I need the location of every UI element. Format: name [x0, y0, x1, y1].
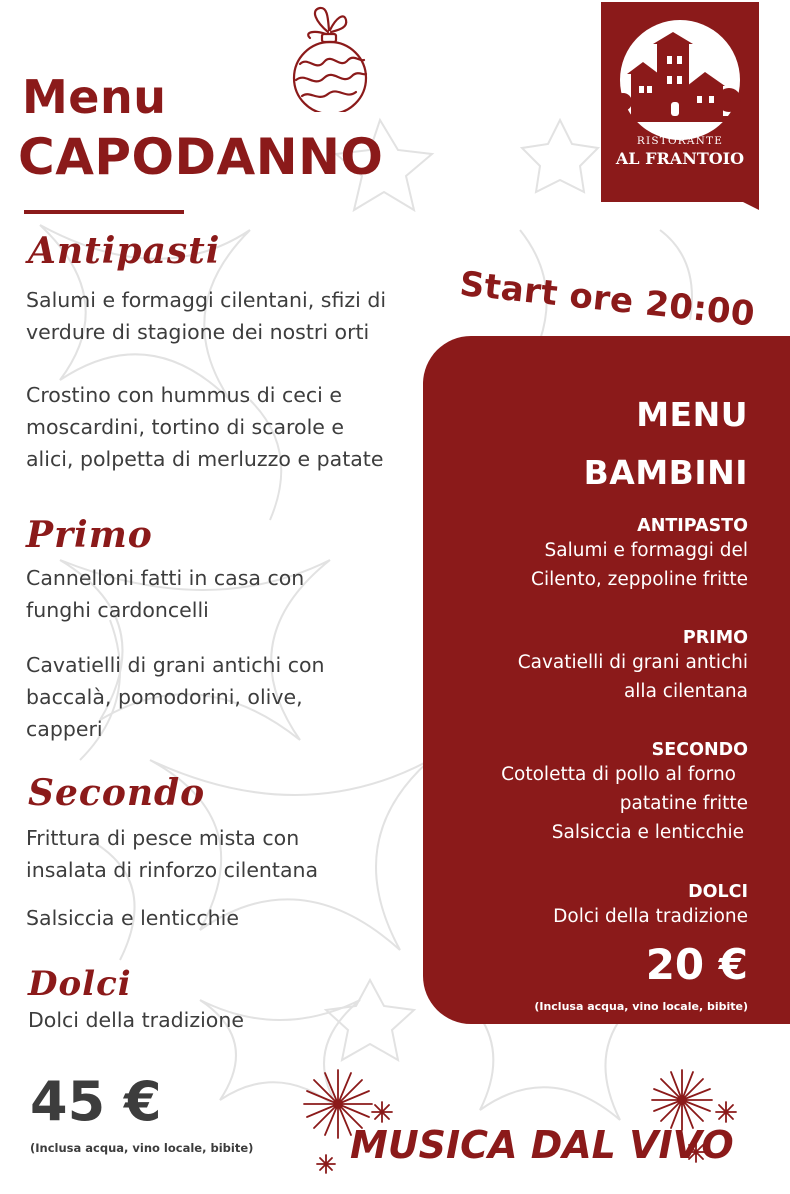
primo-item-1: Cannelloni fatti in casa con funghi cardoncelli — [26, 566, 305, 622]
kids-primo — [518, 628, 748, 706]
christmas-ornament-icon — [286, 2, 378, 112]
logo-line2: AL FRANTOIO — [615, 149, 745, 168]
adult-price-note: (Inclusa acqua, vino locale, bibite) — [30, 1141, 254, 1155]
kids-antipasto-line2: Cilento, zeppoline fritte — [531, 569, 748, 590]
kids-title-line2: BAMBINI — [583, 453, 748, 492]
logo-line1: RISTORANTE — [636, 135, 724, 147]
kids-secondo-line3: Salsiccia e lenticchie — [551, 822, 744, 843]
kids-price: 20 € — [645, 940, 748, 989]
kids-primo-heading: PRIMO — [682, 628, 748, 648]
antipasti-item-2: Crostino con hummus di ceci e moscardini, tortino di scarole e alici, polpetta di merluzzo e patate — [26, 383, 384, 471]
kids-secondo — [501, 740, 748, 847]
dolci-item-1: Dolci della tradizione — [28, 1008, 244, 1032]
kids-secondo-line2: patatine fritte — [619, 793, 748, 814]
kids-price-note: (Inclusa acqua, vino locale, bibite) — [534, 1000, 748, 1013]
secondo-item-2: Salsiccia e lenticchie — [26, 906, 239, 930]
kids-antipasto-heading: ANTIPASTO — [637, 516, 748, 536]
antipasti-item-1: Salumi e formaggi cilentani, sfizi di verdure di stagione dei nostri orti — [26, 288, 387, 344]
kids-secondo-heading: SECONDO — [651, 740, 748, 760]
capodanno-title: CAPODANNO — [18, 128, 384, 186]
primo-title: Primo — [26, 514, 153, 556]
dolci-title: Dolci — [28, 964, 132, 1004]
kids-dolci-line1: Dolci della tradizione — [553, 906, 748, 927]
secondo-item-1: Frittura di pesce mista con insalata di rinforzo cilentana — [26, 826, 319, 882]
kids-antipasto-line1: Salumi e formaggi del — [544, 540, 748, 561]
kids-dolci-heading: DOLCI — [688, 882, 748, 902]
live-music-banner: MUSICA DAL VIVO — [350, 1123, 734, 1167]
start-time: Start ore 20:00 — [457, 264, 757, 335]
title-underline — [24, 210, 184, 214]
kids-menu-title — [584, 386, 748, 502]
kids-antipasto — [531, 516, 748, 594]
kids-secondo-line1: Cotoletta di pollo al forno — [501, 764, 736, 785]
adult-price: 45 € — [30, 1070, 162, 1133]
kids-dolci — [553, 882, 748, 931]
primo-item-2: Cavatielli di grani antichi con baccalà, pomodorini, olive, capperi — [26, 653, 325, 741]
kids-title-line1: MENU — [636, 395, 748, 434]
restaurant-logo — [601, 2, 759, 210]
secondo-title: Secondo — [28, 772, 206, 814]
kids-primo-line2: alla cilentana — [623, 681, 748, 702]
menu-title: Menu — [22, 70, 167, 124]
kids-primo-line1: Cavatielli di grani antichi — [517, 652, 748, 673]
antipasti-title: Antipasti — [28, 230, 221, 272]
